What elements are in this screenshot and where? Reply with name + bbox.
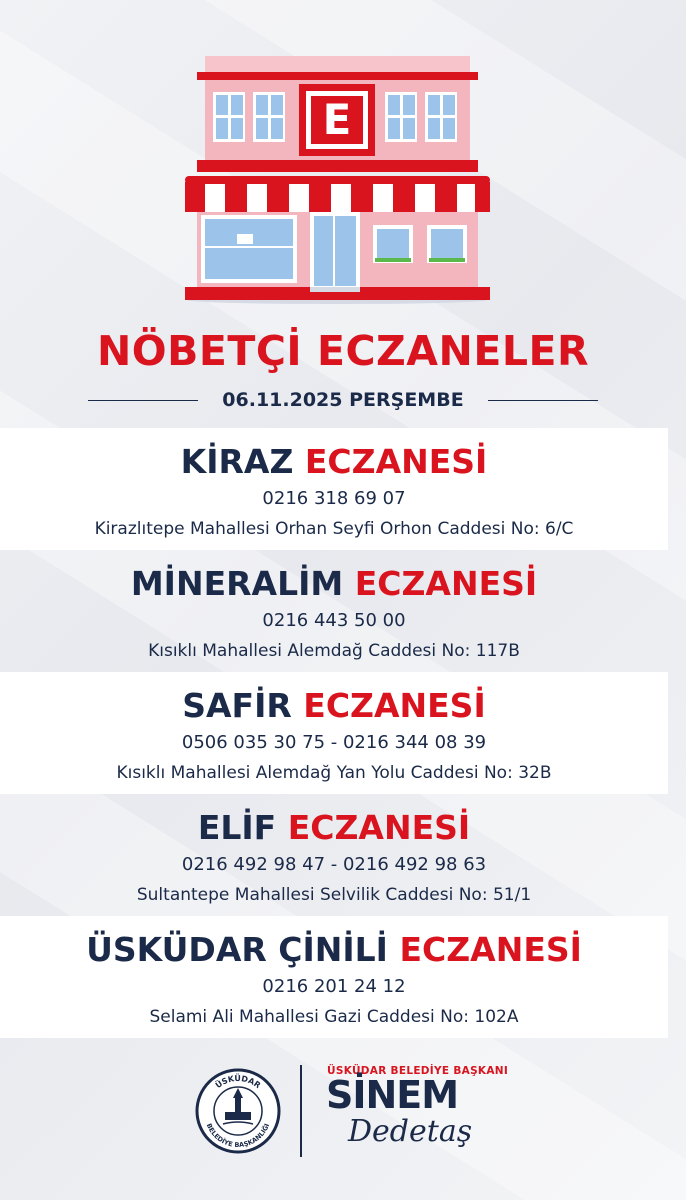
pharmacy-phone: 0216 201 24 12 [262, 976, 406, 997]
pharmacy-name-suffix: ECZANESİ [303, 686, 486, 725]
date-divider-right [488, 400, 598, 401]
seal-bottom-text: BELEDİYE BAŞKANLIĞI [204, 1122, 272, 1150]
pharmacy-list [0, 428, 686, 1038]
pharmacy-building-illustration [175, 50, 500, 305]
pharmacy-name [0, 564, 668, 604]
pharmacy-name-suffix: ECZANESİ [354, 564, 538, 603]
pharmacy-address: Sultantepe Mahallesi Selvilik Caddesi No: 51/1 [136, 885, 532, 905]
pharmacy-card [0, 916, 668, 1038]
footer-divider [300, 1065, 302, 1157]
mayor-title: ÜSKÜDAR BELEDİYE BAŞKANI [327, 1065, 509, 1077]
mayor-signature: Dedetaş [348, 1114, 473, 1149]
pharmacy-name [0, 808, 668, 848]
pharmacy-name-main: KİRAZ [180, 442, 294, 481]
pharmacy-address: Selami Ali Mahallesi Gazi Caddesi No: 102A [149, 1007, 519, 1027]
pharmacy-address: Kısıklı Mahallesi Alemdağ Yan Yolu Caddesi No: 32B [116, 763, 552, 783]
page-title: NÖBETÇİ ECZANELER [96, 327, 590, 375]
pharmacy-address: Kirazlıtepe Mahallesi Orhan Seyfi Orhon Caddesi No: 6/C [94, 519, 574, 539]
pharmacy-card [0, 550, 668, 672]
pharmacy-name-main: ÜSKÜDAR ÇİNİLİ [86, 930, 388, 969]
pharmacy-phone: 0506 035 30 75 - 0216 344 08 39 [181, 732, 487, 753]
sign-letter: E [322, 95, 352, 144]
pharmacy-name-main: MİNERALİM [130, 564, 344, 603]
pharmacy-name-suffix: ECZANESİ [399, 930, 582, 969]
municipality-seal-logo [195, 1068, 281, 1154]
pharmacy-address: Kısıklı Mahallesi Alemdağ Caddesi No: 117B [148, 641, 520, 661]
pharmacy-name-main: ELİF [197, 808, 277, 847]
pharmacy-name-suffix: ECZANESİ [287, 808, 471, 847]
pharmacy-phone: 0216 318 69 07 [262, 488, 406, 509]
mayor-first-name: SİNEM [326, 1073, 459, 1117]
pharmacy-name-suffix: ECZANESİ [304, 442, 488, 481]
pharmacy-phone: 0216 443 50 00 [262, 610, 406, 631]
footer [0, 1060, 686, 1160]
pharmacy-name-main: SAFİR [182, 686, 292, 725]
pharmacy-name [0, 930, 668, 970]
date-label: 06.11.2025 PERŞEMBE [222, 389, 464, 411]
pharmacy-name [0, 442, 668, 482]
pharmacy-card [0, 672, 668, 794]
pharmacy-card [0, 794, 668, 916]
date-row [0, 385, 686, 415]
seal-top-text: ÜSKÜDAR [213, 1073, 263, 1091]
pharmacy-card [0, 428, 668, 550]
pharmacy-phone: 0216 492 98 47 - 0216 492 98 63 [181, 854, 487, 875]
date-divider-left [88, 400, 198, 401]
pharmacy-name [0, 686, 668, 726]
